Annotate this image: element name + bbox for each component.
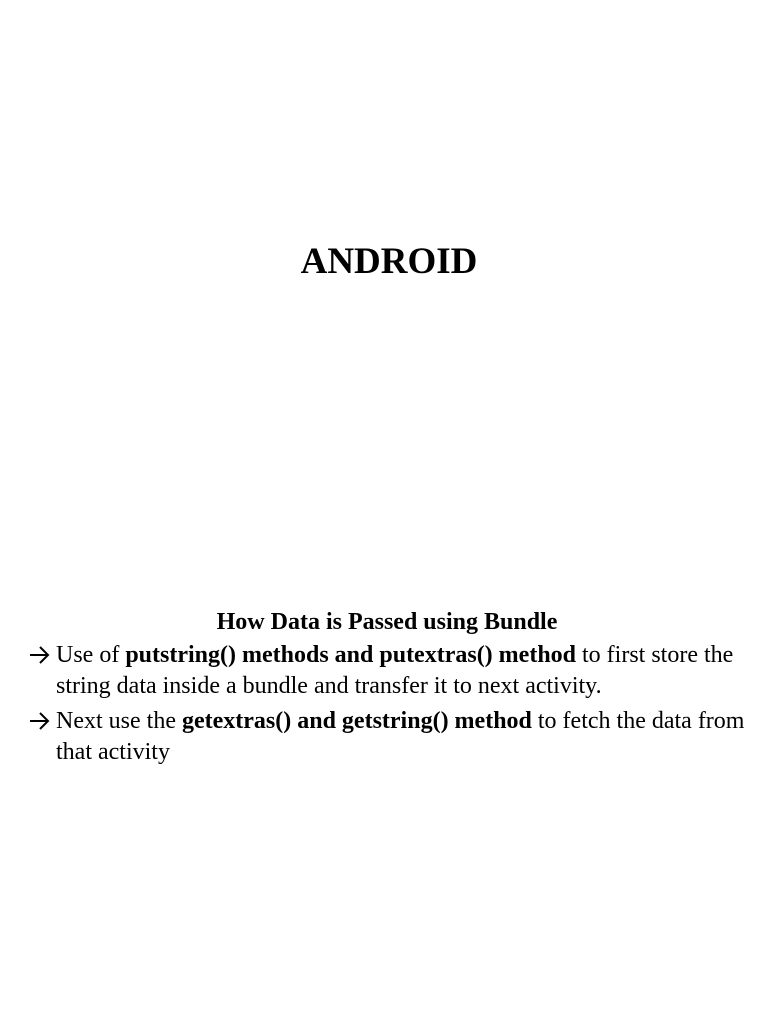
bullet-text-prefix: Use of xyxy=(56,642,126,668)
bullet-text-prefix: Next use the xyxy=(56,708,182,734)
right-arrow-icon xyxy=(28,643,52,667)
content-section xyxy=(0,604,768,772)
bullet-text-bold: putstring() methods and putextras() method xyxy=(125,642,577,668)
bullet-item xyxy=(0,706,768,768)
bullet-list xyxy=(0,640,768,768)
section-heading: How Data is Passed using Bundle xyxy=(216,609,558,635)
bullet-item xyxy=(0,640,768,702)
bullet-text-bold: getextras() and getstring() method xyxy=(181,708,532,734)
bullet-text-suffix: to first store the string data inside a bundle and transfer it to next activity. xyxy=(56,642,734,699)
bullet-text-suffix: to fetch the data from that activity xyxy=(56,708,745,765)
right-arrow-icon xyxy=(28,709,52,733)
page-title: ANDROID xyxy=(300,241,478,282)
